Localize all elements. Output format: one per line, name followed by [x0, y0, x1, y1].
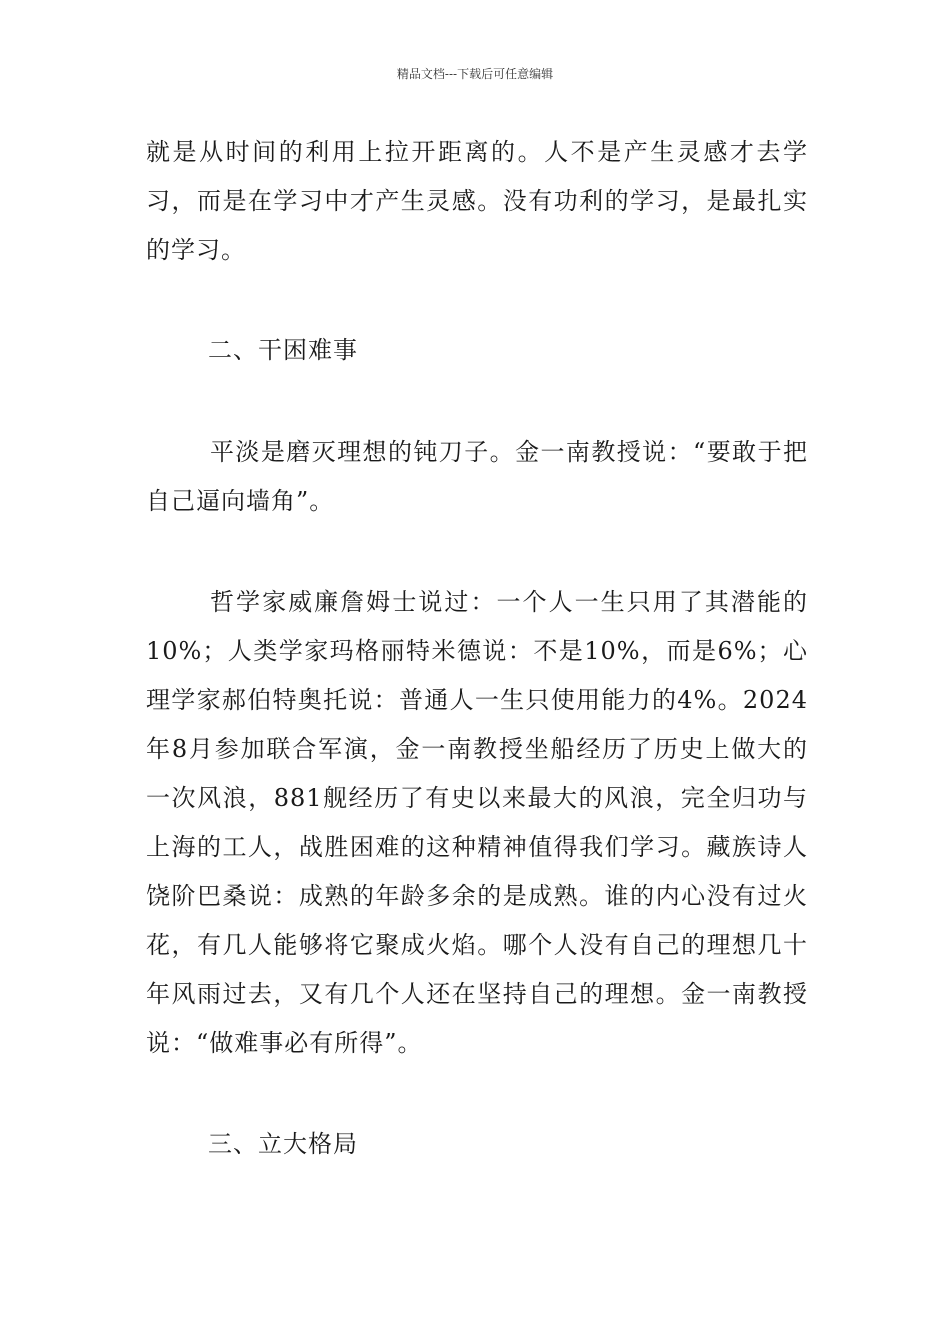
page-header: 精品文档---下载后可任意编辑 [396, 67, 554, 81]
paragraph-continued: 就是从时间的利用上拉开距离的。人不是产生灵感才去学习，而是在学习中才产生灵感。没有功利的学习，是最扎实的学习。 [146, 138, 808, 264]
section-heading-two: 二、干困难事 [208, 336, 358, 364]
section-heading-three: 三、立大格局 [208, 1130, 358, 1158]
document-body [146, 128, 808, 1222]
paragraph-blunt-knife: 平淡是磨灭理想的钝刀子。金一南教授说：“要敢于把自己逼向墙角”。 [146, 438, 808, 515]
paragraph-potential: 哲学家威廉詹姆士说过：一个人一生只用了其潜能的10%；人类学家玛格丽特米德说：不是10%，而是6%；心理学家郝伯特奥托说：普通人一生只使用能力的4%。2024年8月参加联合军演，金一南教授坐船经历了历史上做大的一次风浪，881舰经历了有史以来最大的风浪，完全归功与上海的工人，战胜困难的这种精神值得我们学习。藏族诗人饶阶巴桑说：成熟的年龄多余的是成熟。谁的内心没有过火花，有几人能够将它聚成火焰。哪个人没有自己的理想几十年风雨过去，又有几个人还在坚持自己的理想。金一南教授说：“做难事必有所得”。 [146, 588, 808, 1057]
